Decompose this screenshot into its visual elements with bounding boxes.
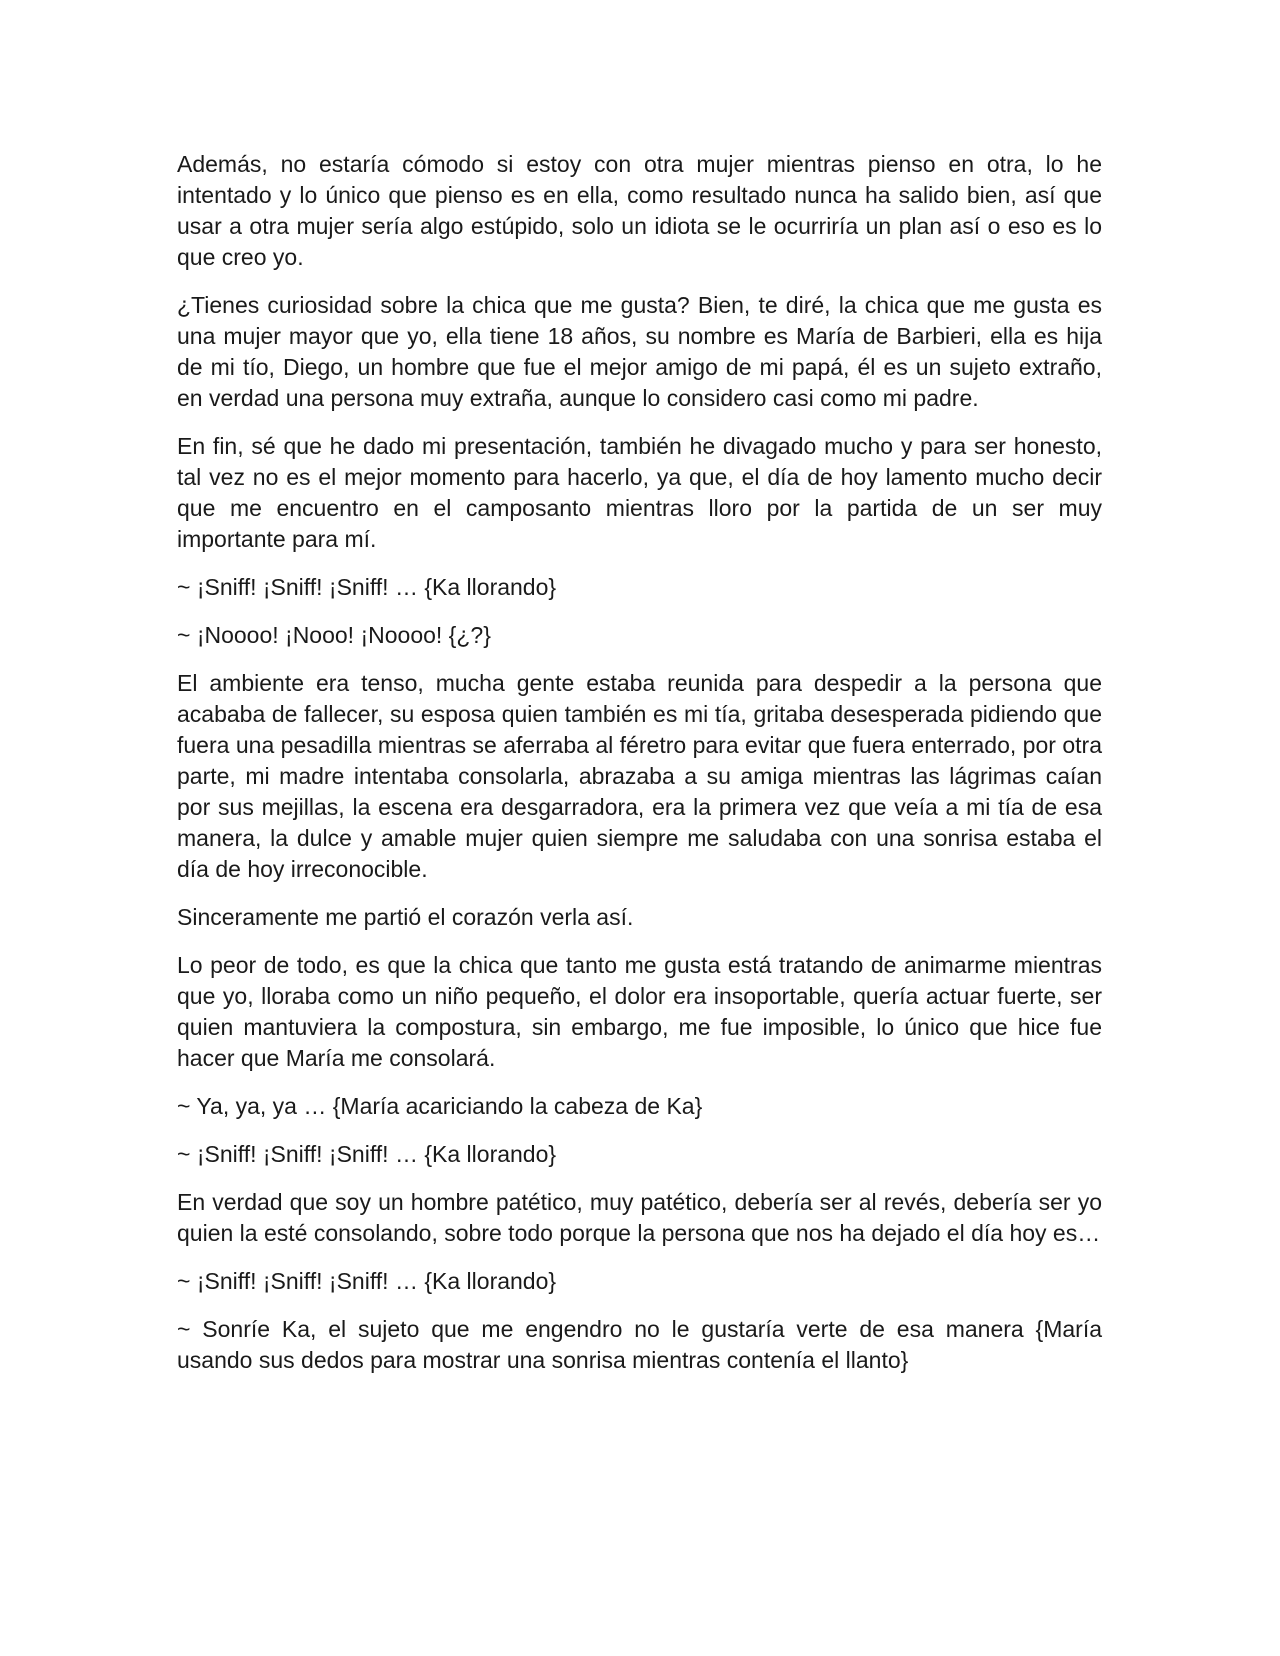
paragraph: En fin, sé que he dado mi presentación, también he divagado mucho y para ser honesto, tal vez no es el mejor momento para hacerlo, ya que, el día de hoy lamento mucho decir que me encuentro en el camposanto mientras lloro por la partida de un ser muy importante para mí. bbox=[177, 433, 1102, 552]
paragraph: ¿Tienes curiosidad sobre la chica que me gusta? Bien, te diré, la chica que me gusta es una mujer mayor que yo, ella tiene 18 años, su nombre es María de Barbieri, ella es hija de mi tío, Diego, un hombre que fue el mejor amigo de mi papá, él es un sujeto extraño, en verdad una persona muy extraña, aunque lo considero casi como mi padre. bbox=[177, 292, 1102, 411]
dialogue-line: ~ ¡Sniff! ¡Sniff! ¡Sniff! … {Ka llorando} bbox=[177, 574, 557, 600]
dialogue-line: ~ ¡Noooo! ¡Nooo! ¡Noooo! {¿?} bbox=[177, 622, 491, 648]
paragraph: Lo peor de todo, es que la chica que tanto me gusta está tratando de animarme mientras que yo, lloraba como un niño pequeño, el dolor era insoportable, quería actuar fuerte, ser quien mantuviera la compostura, sin embargo, me fue imposible, lo único que hice fue hacer que María me consolará. bbox=[177, 952, 1102, 1071]
dialogue-line: ~ Sonríe Ka, el sujeto que me engendro no le gustaría verte de esa manera {María usando sus dedos para mostrar una sonrisa mientras contenía el llanto} bbox=[177, 1316, 1102, 1373]
paragraph: Además, no estaría cómodo si estoy con otra mujer mientras pienso en otra, lo he intentado y lo único que pienso es en ella, como resultado nunca ha salido bien, así que usar a otra mujer sería algo estúpido, solo un idiota se le ocurriría un plan así o eso es lo que creo yo. bbox=[177, 151, 1102, 270]
paragraph: Sinceramente me partió el corazón verla así. bbox=[177, 904, 634, 930]
paragraph: En verdad que soy un hombre patético, muy patético, debería ser al revés, debería ser yo quien la esté consolando, sobre todo porque la persona que nos ha dejado el día hoy es… bbox=[177, 1189, 1102, 1246]
dialogue-line: ~ ¡Sniff! ¡Sniff! ¡Sniff! … {Ka llorando} bbox=[177, 1268, 557, 1294]
dialogue-line: ~ Ya, ya, ya … {María acariciando la cabeza de Ka} bbox=[177, 1093, 703, 1119]
document-page bbox=[177, 149, 1102, 1393]
paragraph: El ambiente era tenso, mucha gente estaba reunida para despedir a la persona que acababa de fallecer, su esposa quien también es mi tía, gritaba desesperada pidiendo que fuera una pesadilla mientras se aferraba al féretro para evitar que fuera enterrado, por otra parte, mi madre intentaba consolarla, abrazaba a su amiga mientras las lágrimas caían por sus mejillas, la escena era desgarradora, era la primera vez que veía a mi tía de esa manera, la dulce y amable mujer quien siempre me saludaba con una sonrisa estaba el día de hoy irreconocible. bbox=[177, 670, 1102, 882]
dialogue-line: ~ ¡Sniff! ¡Sniff! ¡Sniff! … {Ka llorando} bbox=[177, 1141, 557, 1167]
